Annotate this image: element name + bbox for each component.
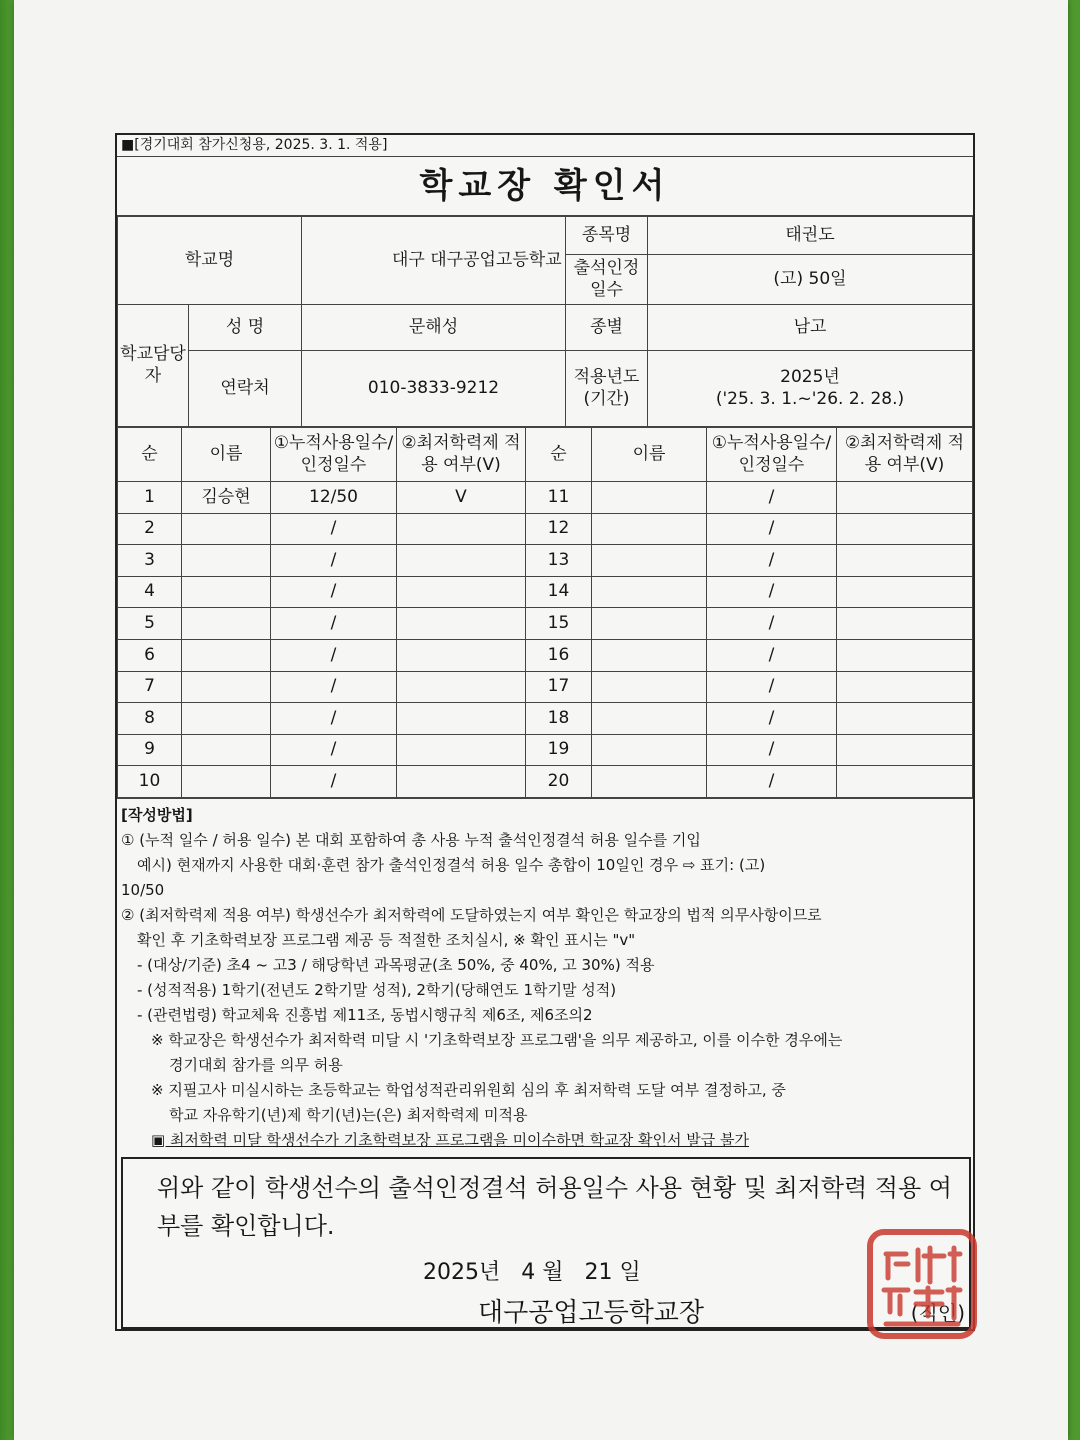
student-v xyxy=(837,608,973,640)
student-v xyxy=(837,482,973,514)
table-row xyxy=(118,703,973,735)
student-days: / xyxy=(707,734,837,766)
type-label: 종별 xyxy=(566,305,648,351)
instruction-warning: ▣ 최저학력 미달 학생선수가 기초학력보장 프로그램을 미이수하면 학교장 확인서 발급 불가 xyxy=(151,1130,749,1149)
student-v xyxy=(837,576,973,608)
student-v xyxy=(837,671,973,703)
student-name xyxy=(182,703,271,735)
student-v xyxy=(397,639,526,671)
student-name xyxy=(182,608,271,640)
student-no: 20 xyxy=(526,766,592,798)
student-name xyxy=(182,766,271,798)
header-name-2: 이름 xyxy=(592,428,707,482)
student-no: 11 xyxy=(526,482,592,514)
student-name xyxy=(182,545,271,577)
student-v xyxy=(397,671,526,703)
period-range: ('25. 3. 1.~'26. 2. 28.) xyxy=(715,388,905,409)
student-no: 12 xyxy=(526,513,592,545)
student-no: 5 xyxy=(118,608,182,640)
student-v xyxy=(837,513,973,545)
instruction-line: 예시) 현재까지 사용한 대회·훈련 참가 출석인정결석 허용 일수 총합이 10일인 경우 ⇨ 표기: (고) xyxy=(137,855,766,874)
school-value: 대구 대구공업고등학교 xyxy=(302,217,566,305)
table-row xyxy=(118,608,973,640)
student-days: / xyxy=(707,608,837,640)
student-no: 14 xyxy=(526,576,592,608)
name-label: 성 명 xyxy=(189,305,302,351)
period-year: 2025년 xyxy=(780,367,840,388)
student-no: 10 xyxy=(118,766,182,798)
date-line xyxy=(423,1255,655,1286)
type-value: 남고 xyxy=(648,305,973,351)
instruction-heading: [작성방법] xyxy=(121,805,193,824)
form-title: 학교장 확인서 xyxy=(117,157,973,216)
header-days: ①누적사용일수/인정일수 xyxy=(271,428,397,482)
date-day: 21 일 xyxy=(584,1259,641,1285)
attendance-value: (고) 50일 xyxy=(648,255,973,305)
official-seal-stamp xyxy=(866,1228,978,1340)
student-days: / xyxy=(271,608,397,640)
table-row xyxy=(118,545,973,577)
sport-label: 종목명 xyxy=(566,217,648,255)
student-v xyxy=(837,766,973,798)
student-days: / xyxy=(707,576,837,608)
student-no: 19 xyxy=(526,734,592,766)
student-name xyxy=(592,545,707,577)
student-no: 1 xyxy=(118,482,182,514)
student-no: 8 xyxy=(118,703,182,735)
student-v xyxy=(397,545,526,577)
student-v xyxy=(837,545,973,577)
instruction-line: ② (최저학력제 적용 여부) 학생선수가 최저학력에 도달하였는지 여부 확인은 학교장의 법적 의무사항이므로 xyxy=(121,905,822,924)
student-days: / xyxy=(271,703,397,735)
instruction-line: 학교 자유학기(년)제 학기(년)는(은) 최저학력제 미적용 xyxy=(169,1105,528,1124)
instruction-line: 경기대회 참가를 의무 허용 xyxy=(169,1055,343,1074)
student-days: / xyxy=(271,513,397,545)
student-name xyxy=(592,482,707,514)
table-row xyxy=(118,766,973,798)
instruction-line: ※ 학교장은 학생선수가 최저학력 미달 시 '기초학력보장 프로그램'을 의무 제공하고, 이를 이수한 경우에는 xyxy=(151,1030,843,1049)
student-name xyxy=(182,671,271,703)
student-days: / xyxy=(707,703,837,735)
period-cell xyxy=(648,351,973,427)
student-days: / xyxy=(271,766,397,798)
student-no: 15 xyxy=(526,608,592,640)
student-days: / xyxy=(271,545,397,577)
student-days: / xyxy=(271,671,397,703)
table-row xyxy=(118,639,973,671)
student-days: / xyxy=(271,734,397,766)
student-table xyxy=(117,427,973,798)
student-name xyxy=(182,639,271,671)
student-rows xyxy=(118,482,973,798)
school-label: 학교명 xyxy=(118,217,302,305)
student-days: / xyxy=(707,671,837,703)
student-days: / xyxy=(271,576,397,608)
student-name xyxy=(592,734,707,766)
header-name: 이름 xyxy=(182,428,271,482)
student-days: 12/50 xyxy=(271,482,397,514)
form-code: ■[경기대회 참가신청용, 2025. 3. 1. 적용] xyxy=(117,135,973,157)
student-no: 3 xyxy=(118,545,182,577)
student-no: 16 xyxy=(526,639,592,671)
header-days-2: ①누적사용일수/인정일수 xyxy=(707,428,837,482)
student-no: 17 xyxy=(526,671,592,703)
table-row xyxy=(118,482,973,514)
student-days: / xyxy=(707,513,837,545)
student-name xyxy=(592,766,707,798)
instructions xyxy=(117,798,973,1153)
student-v xyxy=(397,703,526,735)
attendance-label: 출석인정일수 xyxy=(566,255,648,305)
table-row xyxy=(118,576,973,608)
contact-label: 연락처 xyxy=(189,351,302,427)
header-v-2: ②최저학력제 적용 여부(V) xyxy=(837,428,973,482)
period-label: 적용년도(기간) xyxy=(566,351,648,427)
instruction-line: - (대상/기준) 초4 ~ 고3 / 해당학년 과목평균(초 50%, 중 40%, 고 30%) 적용 xyxy=(137,955,655,974)
student-v xyxy=(837,703,973,735)
student-name xyxy=(592,576,707,608)
student-name xyxy=(182,513,271,545)
name-value: 문해성 xyxy=(302,305,566,351)
student-no: 2 xyxy=(118,513,182,545)
student-name xyxy=(182,576,271,608)
header-v: ②최저학력제 적용 여부(V) xyxy=(397,428,526,482)
instruction-line: 10/50 xyxy=(121,880,165,899)
instruction-line: - (성적적용) 1학기(전년도 2학기말 성적), 2학기(당해연도 1학기말 성적) xyxy=(137,980,617,999)
student-name: 김승현 xyxy=(182,482,271,514)
student-name xyxy=(592,513,707,545)
instruction-line: ※ 지필고사 미실시하는 초등학교는 학업성적관리위원회 심의 후 최저학력 도달 여부 결정하고, 중 xyxy=(151,1080,786,1099)
seal-note: (직인) xyxy=(910,1300,965,1325)
date-month: 4 월 xyxy=(521,1259,564,1285)
table-row xyxy=(118,513,973,545)
instruction-line: ① (누적 일수 / 허용 일수) 본 대회 포함하여 총 사용 누적 출석인정결석 허용 일수를 기입 xyxy=(121,830,701,849)
student-days: / xyxy=(707,766,837,798)
student-name xyxy=(592,671,707,703)
student-v xyxy=(397,734,526,766)
student-no: 9 xyxy=(118,734,182,766)
confirmation-box xyxy=(121,1157,971,1329)
date-year: 2025년 xyxy=(423,1259,501,1285)
student-name xyxy=(592,608,707,640)
contact-value: 010-3833-9212 xyxy=(302,351,566,427)
student-no: 6 xyxy=(118,639,182,671)
student-name xyxy=(592,703,707,735)
student-days: / xyxy=(271,639,397,671)
student-v xyxy=(397,576,526,608)
student-no: 13 xyxy=(526,545,592,577)
student-name xyxy=(592,639,707,671)
table-row xyxy=(118,734,973,766)
student-no: 7 xyxy=(118,671,182,703)
student-days: / xyxy=(707,545,837,577)
header-no-2: 순 xyxy=(526,428,592,482)
sport-value: 태권도 xyxy=(648,217,973,255)
instruction-line: 확인 후 기초학력보장 프로그램 제공 등 적절한 조치실시, ※ 확인 표시는 "v" xyxy=(137,930,636,949)
principal-name: 대구공업고등학교장 xyxy=(478,1297,705,1328)
manager-label: 학교담당자 xyxy=(118,305,189,427)
student-v xyxy=(397,766,526,798)
student-v xyxy=(837,734,973,766)
student-no: 18 xyxy=(526,703,592,735)
student-no: 4 xyxy=(118,576,182,608)
table-header-row xyxy=(118,428,973,482)
student-v: V xyxy=(397,482,526,514)
student-name xyxy=(182,734,271,766)
confirmation-form xyxy=(115,133,975,1331)
student-v xyxy=(397,513,526,545)
instruction-line: - (관련법령) 학교체육 진흥법 제11조, 동법시행규칙 제6조, 제6조의2 xyxy=(137,1005,593,1024)
header-no: 순 xyxy=(118,428,182,482)
student-v xyxy=(397,608,526,640)
student-days: / xyxy=(707,482,837,514)
student-days: / xyxy=(707,639,837,671)
table-row xyxy=(118,671,973,703)
info-table xyxy=(117,216,973,427)
student-v xyxy=(837,639,973,671)
confirmation-text: 위와 같이 학생선수의 출석인정결석 허용일수 사용 현황 및 최저학력 적용 여부를 확인합니다. xyxy=(157,1173,952,1240)
